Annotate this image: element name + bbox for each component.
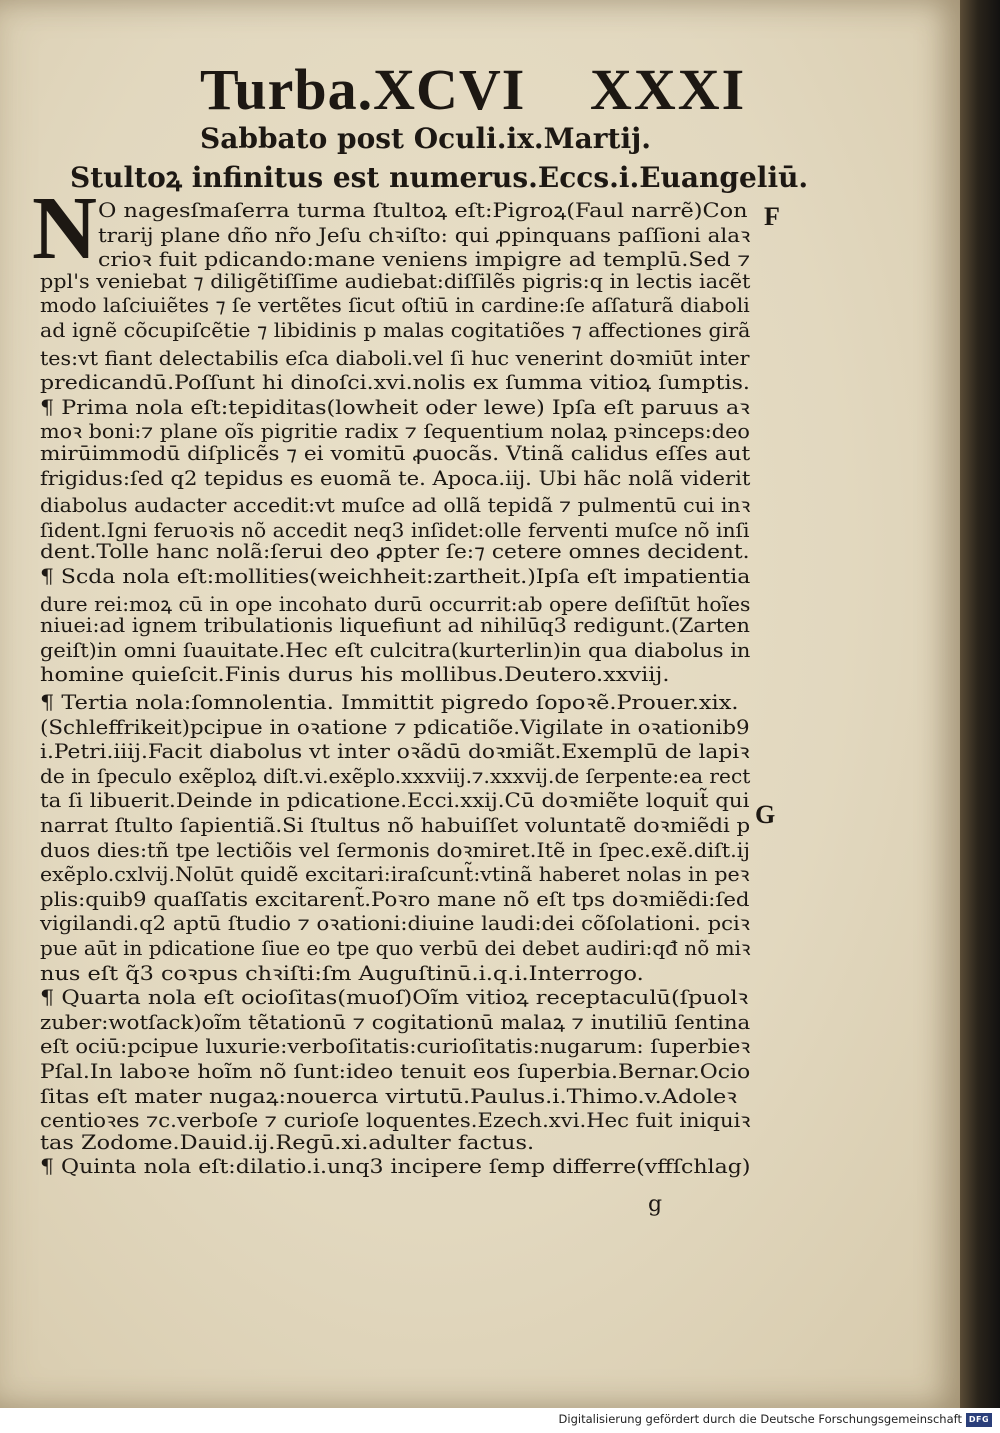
- text-line: ¶ Prima nola eſt:tepiditas(lowheit oder lewe) Ipſa eſt paruus aꝛ: [40, 395, 750, 419]
- margin-letter-f: F: [764, 202, 780, 231]
- text-line: narrat ſtulto ſapientiã.Si ſtultus nõ habuiſſet voluntatẽ doꝛmiẽdi p: [40, 814, 751, 837]
- text-line: ¶ Tertia nola:ſomnolentia. Immittit pigredo ſopoꝛẽ.Prouer.xix.: [40, 691, 739, 714]
- text-line: geiſt)in omni ſuauitate.Hec eſt culcitra(kurterlin)in qua diabolus in: [40, 638, 751, 662]
- text-line: plis:quib9 quaſſatis excitarent̃.Poꝛro mane nõ eſt tps doꝛmiẽdi:ſed: [40, 887, 750, 911]
- text-line: vigilandi.q2 aptū ſtudio ⁊ oꝛationi:diuine laudi:dei cõſolationi. pciꝛ: [40, 912, 750, 936]
- rubric-date: Sabbato post Oculi.ix.Martij.: [200, 122, 651, 155]
- text-line: predicandū.Poſſunt hi dinoſci.xvi.nolis ex ſumma vitioꝝ ſumptis.: [40, 371, 750, 395]
- text-line: zuber:wotſack)oĩm tẽtationū ⁊ cogitationū malaꝝ ⁊ inutiliū ſentina: [40, 1010, 751, 1034]
- text-line: centioꝛes ⁊c.verboſe ⁊ curioſe loquentes.Ezech.xvi.Hec fuit iniquiꝛ: [40, 1109, 751, 1133]
- binding-gutter: [960, 0, 1000, 1408]
- text-line: homine quieſcit.Finis durus his mollibus.Deutero.xxviij.: [40, 663, 670, 687]
- text-line: dent.Tolle hanc nolã:ſerui deo ꝓpter ſe:⁊ cetere omnes decident.: [40, 540, 750, 564]
- text-line: ſident.Igni feruoꝛis nõ accedit neq3 inſidet:olle ferventi muſce nõ inſi: [40, 518, 750, 542]
- text-line: crioꝛ fuit pdicando:mane veniens impigre ad templū.Sed ⁊: [98, 248, 751, 272]
- rubric-theme: Stultoꝝ infinitus est numerus.Eccs.i.Euangeliū.: [70, 161, 809, 194]
- text-line: dure rei:moꝝ cū in ope incohato durū occurrit:ab opere deſiſtūt hoĩes: [40, 592, 751, 616]
- folio-number: XXXI: [590, 57, 747, 122]
- text-line: eſt ociū:pcipue luxurie:verboſitatis:curioſitatis:nugarum: ſuperbieꝛ: [40, 1035, 751, 1059]
- decorated-initial: N: [32, 179, 97, 278]
- text-line: ¶ Quarta nola eſt ocioſitas(muoſ)Oĩm vitioꝝ receptaculū(ſpuolꝛ: [40, 986, 749, 1010]
- text-line: ¶ Scda nola eſt:mollities(weichheit:zartheit.)Ipſa eſt impatientia: [40, 565, 751, 588]
- text-line: niuei:ad ignem tribulationis liquefiunt ad nihilūq3 redigunt.(Zarten: [40, 614, 750, 638]
- text-line: de in ſpeculo exẽploꝝ diſt.vi.exẽplo.xxxviij.⁊.xxxvij.de ſerpente:ea rect: [40, 764, 751, 788]
- signature-mark: g: [648, 1192, 663, 1217]
- text-line: tas Zodome.Dauid.ij.Regū.xi.adulter factus.: [40, 1130, 535, 1154]
- funding-credit: Digitalisierung gefördert durch die Deutsche Forschungsgemeinschaft: [558, 1412, 962, 1426]
- text-line: exẽplo.cxlvij.Nolūt quidẽ excitari:iraſcunt̃:vtinã haberet nolas in peꝛ: [40, 863, 750, 887]
- text-line: ¶ Quinta nola eſt:dilatio.i.unq3 incipere ſemp differre(vffſchlag): [40, 1155, 751, 1179]
- text-line: pue aūt in pdicatione ſiue eo tpe quo verbū dei debet audiri:qđ nõ miꝛ: [40, 937, 751, 960]
- text-line: diabolus audacter accedit:vt muſce ad ollã tepidã ⁊ pulmentū cui inꝛ: [40, 494, 751, 518]
- text-line: ad ignẽ cõcupiſcẽtie ⁊ libidinis p malas cogitatiões ⁊ affectiones girã: [40, 319, 751, 342]
- text-line: mirūimmodū diſplicẽs ⁊ ei vomitū ꝓuocãs. Vtinã calidus eſſes aut: [40, 442, 751, 465]
- text-line: trarij plane dño nr̃o Jeſu chꝛiſto: qui ꝓpinquans paſſioni alaꝛ: [98, 223, 751, 247]
- text-line: moꝛ boni:⁊ plane oĩs pigritie radix ⁊ ſequentium nolaꝝ pꝛinceps:deo: [40, 420, 750, 444]
- text-line: tes:vt fiant delectabilis eſca diaboli.vel ſi huc venerint doꝛmiūt inter: [40, 346, 750, 370]
- text-line: O nagesſmaſerra turma ſtultoꝝ eſt:Pigroꝝ(Faul narrẽ)Con: [98, 199, 748, 222]
- footer: [0, 1408, 1000, 1433]
- text-line: Pſal.In laboꝛe hoĩm nõ ſunt:ideo tenuit eos ſuperbia.Bernar.Ocio: [40, 1060, 751, 1083]
- text-line: i.Petri.iiij.Facit diabolus vt inter oꝛãdū doꝛmiãt.Exemplū de lapiꝛ: [40, 740, 750, 764]
- page-title: Turba.XCVI: [200, 57, 526, 122]
- text-line: modo laſciuiẽtes ⁊ ſe vertẽtes ſicut oſtiū in cardine:ſe aſſaturã diaboli: [40, 294, 750, 318]
- text-line: (Schleffrikeit)pcipue in oꝛatione ⁊ pdicatiõe.Vigilate in oꝛationib9: [40, 715, 750, 739]
- margin-letter-g: G: [755, 800, 776, 829]
- text-line: ta ſi libuerit.Deinde in pdicatione.Ecci.xxij.Cū doꝛmiẽte loquit̃ qui: [40, 789, 750, 813]
- text-line: ſitas eſt mater nugaꝝ:nouerca virtutū.Paulus.i.Thimo.v.Adoleꝛ: [40, 1084, 737, 1108]
- dfg-logo: DFG: [966, 1413, 992, 1427]
- text-line: ppl's veniebat ⁊ diligẽtiſſime audiebat:diſſilẽs pigris:q in lectis iacẽt: [40, 269, 751, 293]
- text-line: nus eſt q̃3 coꝛpus chꝛiſti:ſm Auguſtinū.i.q.i.Interrogo.: [40, 961, 644, 985]
- text-line: duos dies:tñ tpe lectiõis vel ſermonis doꝛmiret.Itẽ in ſpec.exẽ.diſt.ij: [40, 838, 750, 862]
- text-line: frigidus:ſed q2 tepidus es euomã te. Apoca.iij. Ubi hãc nolã viderit: [40, 466, 751, 490]
